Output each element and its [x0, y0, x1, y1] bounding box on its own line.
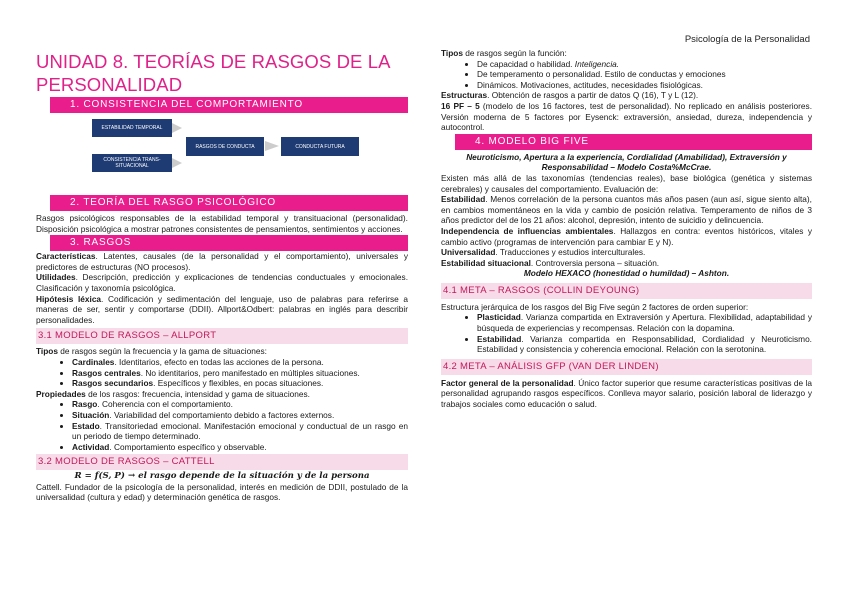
bigfive-universalidad: Universalidad. Traducciones y estudios interculturales.: [441, 247, 646, 258]
funcion-tipos: Tipos de rasgos según la función:: [441, 48, 567, 58]
pf16: 16 PF – 5 (modelo de los 16 factores, test de personalidad). No replicado en análisis posteriores. Versión moderna de 5 factores por Eysenck: extraversión, ansiedad, dureza, independencia y autocontrol.: [441, 100, 812, 133]
allport-propiedades: Propiedades de los rasgos: frecuencia, intensidad y gama de situaciones.: [36, 388, 310, 399]
bigfive-situacional: Estabilidad situacional. Controversia persona – situación.: [441, 257, 660, 268]
bigfive-title: Neuroticismo, Apertura a la experiencia, Cordialidad (Amabilidad), Extraversión y Responsabilidad – Modelo Costa%McCrae.: [466, 151, 787, 173]
allport-heading: 3.1 MODELO DE RASGOS – ALLPORT: [36, 328, 408, 344]
consistency-diagram: [36, 113, 408, 191]
gfp-text: Factor general de la personalidad. Único factor superior que resume características positivas de la personalidad agrupando rasgos específicos. Conlleva mayor salario, posición laboral de liderazgo y trabajos sociales como educación o salud.: [441, 377, 812, 410]
section-4-heading: 4. MODELO BIG FIVE: [455, 134, 812, 150]
allport-tipos-list: [36, 357, 408, 389]
rasgos-utilidades: Utilidades. Descripción, predicción y explicaciones de tendencias conductuales y emocionales. Clasificación y taxonomía psicológica.: [36, 272, 408, 293]
right-column: [441, 48, 812, 410]
rasgos-caracteristicas: Características. Latentes, causales (de la personalidad y el comportamiento), universales y predictores de estructuras (NO procesos).: [36, 251, 408, 272]
diagram-arrow: [172, 123, 182, 133]
diagram-box-conducta: CONDUCTA FUTURA: [281, 137, 359, 156]
section-2-text: Rasgos psicológicos responsables de la estabilidad temporal y transituacional (personalidad). Disposición psicológica a mostrar patrones consistentes de pensamientos, sentimientos y acciones.: [36, 213, 408, 234]
funcion-list: [441, 59, 812, 91]
list-item: • Estabilidad. Varianza compartida en Responsabilidad, Cordialidad y Neuroticismo. Estabilidad y consistencia y coherencia emocional. Relación con la serotonina.: [477, 334, 812, 355]
allport-propiedades-list: [36, 399, 408, 452]
list-item: • Rasgo. Coherencia con el comportamiento.: [72, 399, 408, 410]
hexaco-model: Modelo HEXACO (honestidad o humildad) – Ashton.: [523, 268, 730, 279]
list-item: • Dinámicos. Motivaciones, actitudes, necesidades fisiológicas.: [477, 80, 812, 91]
estructuras: Estructuras. Obtención de rasgos a partir de datos Q (16), T y L (12).: [441, 90, 699, 101]
bigfive-independencia: Independencia de influencias ambientales. Hallazgos en contra: eventos históricos, vitales y cambio activo (programas de intervención para cambiar E y N).: [441, 225, 812, 247]
list-item: • Cardinales. Identitarios, efecto en todas las acciones de la persona.: [72, 357, 408, 368]
course-header: Psicología de la Personalidad: [684, 34, 810, 45]
list-item: • Rasgos centrales. No identitarios, pero manifestado en múltiples situaciones.: [72, 368, 408, 379]
section-1-heading: 1. CONSISTENCIA DEL COMPORTAMIENTO: [50, 97, 408, 113]
gfp-heading: 4.2 META – ANÁLISIS GFP (VAN DER LINDEN): [441, 359, 812, 375]
list-item: • De temperamento o personalidad. Estilo de conductas y emociones: [477, 69, 812, 80]
diagram-arrow: [265, 141, 279, 151]
list-item: • Situación. Variabilidad del comportamiento debido a factores externos.: [72, 410, 408, 421]
deyoung-intro: Estructura jerárquica de los rasgos del Big Five según 2 factores de orden superior:: [441, 301, 749, 312]
diagram-box-transituacional: CONSISTENCIA TRANS-SITUACIONAL: [92, 154, 172, 172]
allport-tipos: Tipos de rasgos según la frecuencia y la gama de situaciones:: [36, 346, 267, 357]
bigfive-estabilidad: Estabilidad. Menos correlación de la persona cuantos más años pasen (aun así, sigue siento alta), en cambios momentáneos en la vida y cambio de posición relativa. Temperamento de niños de 3 años predictor del de los 21 años: alcohol, depresión, intento de suicidio y delincuencia.: [441, 194, 812, 226]
list-item: • Plasticidad. Varianza compartida en Extraversión y Apertura. Flexibilidad, adaptabilidad y búsqueda de experiencias y recompensas. Relación con la dopamina.: [477, 312, 812, 333]
diagram-arrow: [172, 158, 182, 168]
deyoung-list: [441, 312, 812, 354]
list-item: • De capacidad o habilidad. Inteligencia.: [477, 59, 812, 70]
list-item: • Rasgos secundarios. Específicos y flexibles, en pocas situaciones.: [72, 378, 408, 389]
list-item: • Estado. Transitoriedad emocional. Manifestación emocional y conductual de un rasgo en un periodo de tiempo determinado.: [72, 421, 408, 442]
deyoung-heading: 4.1 META – RASGOS (COLLIN DEYOUNG): [441, 283, 812, 299]
rasgos-hipotesis: Hipótesis léxica. Codificación y sedimentación del lenguaje, uso de palabras para referirse a maneras de ser, sentir y comportarse (DDII). Allport&Odbert: palabras en inglés para describir personalidades.: [36, 293, 408, 325]
cattell-text: Cattell. Fundador de la psicología de la personalidad, interés en medición de DDII, postulado de la universalidad (cultura y edad) y determinación genética de rasgos.: [36, 481, 408, 503]
section-3-heading: 3. RASGOS: [50, 235, 408, 251]
page-title: UNIDAD 8. TEORÍAS DE RASGOS DE LA PERSONALIDAD: [36, 51, 390, 95]
cattell-formula: R = f(S, P) → el rasgo depende de la situación y de la persona: [74, 471, 370, 482]
diagram-box-temporal: ESTABILIDAD TEMPORAL: [92, 119, 172, 137]
section-2-heading: 2. TEORÍA DEL RASGO PSICOLÓGICO: [50, 195, 408, 211]
diagram-box-rasgos: RASGOS DE CONDUCTA: [186, 137, 264, 156]
list-item: • Actividad. Comportamiento específico y observable.: [72, 442, 408, 453]
cattell-heading: 3.2 MODELO DE RASGOS – CATTELL: [36, 454, 408, 470]
left-column: [36, 97, 408, 503]
bigfive-intro: Existen más allá de las taxonomías (tendencias reales), base biológica (genética y sistemas cerebrales) y causales del comportamiento. Evaluación de:: [441, 172, 812, 194]
